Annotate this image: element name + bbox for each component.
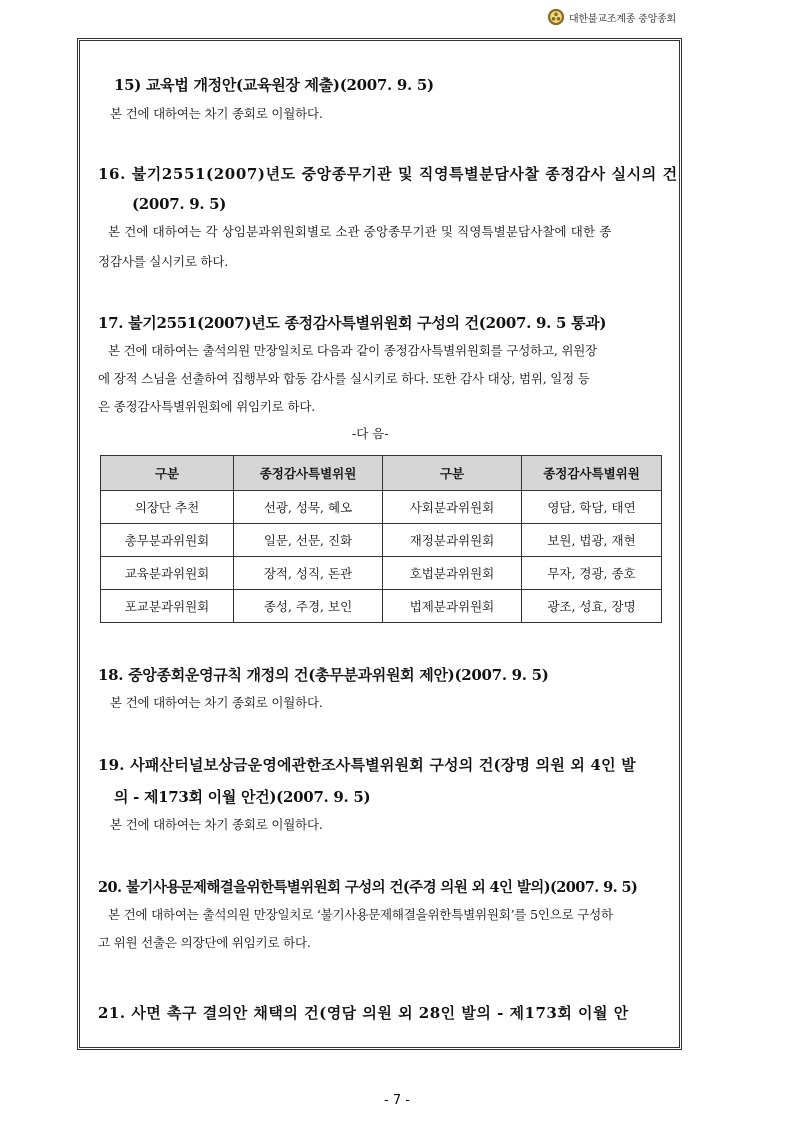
- item-20-body-line-2: 고 위원 선출은 의장단에 위임키로 하다.: [98, 935, 311, 950]
- table-header-cell: 종정감사특별위원: [234, 456, 383, 491]
- item-19-body-line-1: 본 건에 대하여는 차기 종회로 이월하다.: [110, 817, 323, 832]
- table-cell: 종성, 주경, 보인: [234, 590, 383, 623]
- table-row: [101, 491, 662, 524]
- item-21-heading: 21. 사면 촉구 결의안 채택의 건(영담 의원 외 28인 발의 - 제173회 이월 안: [98, 1004, 629, 1022]
- table-cell: 포교분과위원회: [101, 590, 234, 623]
- table-cell: 사회분과위원회: [383, 491, 522, 524]
- header-title: 대한불교조계종 중앙종회: [568, 13, 676, 25]
- table-cell: 재정분과위원회: [383, 524, 522, 557]
- item-17-subtitle: -다 음-: [352, 426, 389, 441]
- table-cell: 광조, 성효, 장명: [522, 590, 662, 623]
- table-header-row: [101, 456, 662, 491]
- item-17-body-line-3: 은 종정감사특별위원회에 위임키로 하다.: [98, 399, 315, 414]
- item-18-body-line-1: 본 건에 대하여는 차기 종회로 이월하다.: [110, 695, 323, 710]
- table-cell: 의장단 추천: [101, 491, 234, 524]
- table-row: [101, 590, 662, 623]
- item-20-heading: 20. 불기사용문제해결을위한특별위원회 구성의 건(주경 의원 외 4인 발의)(2007. 9. 5): [98, 879, 638, 896]
- table-cell: 교육분과위원회: [101, 557, 234, 590]
- table-cell: 법제분과위원회: [383, 590, 522, 623]
- table-cell: 호법분과위원회: [383, 557, 522, 590]
- audit-committee-table: [100, 455, 662, 623]
- table-cell: 영담, 학담, 태연: [522, 491, 662, 524]
- item-16-heading-line-2: (2007. 9. 5): [132, 195, 227, 213]
- table-header-cell: 구분: [101, 456, 234, 491]
- item-16-body-line-1: 본 건에 대하여는 각 상임분과위원회별로 소관 중앙종무기관 및 직영특별분담사찰에 대한 종: [108, 224, 612, 239]
- page-header: [547, 8, 676, 26]
- item-16-body-line-2: 정감사를 실시키로 하다.: [98, 254, 229, 269]
- item-17-body-line-2: 에 장적 스님을 선출하여 집행부와 합동 감사를 실시키로 하다. 또한 감사 대상, 범위, 일정 등: [98, 371, 590, 386]
- table-header-cell: 구분: [383, 456, 522, 491]
- jogye-order-logo-icon: [547, 8, 565, 26]
- item-17-body-line-1: 본 건에 대하여는 출석의원 만장일치로 다음과 같이 종정감사특별위원회를 구성하고, 위원장: [108, 343, 597, 358]
- table-cell: 선광, 성묵, 혜오: [234, 491, 383, 524]
- table-cell: 무자, 경광, 종호: [522, 557, 662, 590]
- item-15-heading: 15) 교육법 개정안(교육원장 제출)(2007. 9. 5): [114, 76, 434, 94]
- table-cell: 보원, 법광, 재현: [522, 524, 662, 557]
- item-18-heading: 18. 중앙종회운영규칙 개정의 건(총무분과위원회 제안)(2007. 9. 5): [98, 666, 549, 684]
- table-cell: 장적, 성직, 돈관: [234, 557, 383, 590]
- table-cell: 일문, 선문, 진화: [234, 524, 383, 557]
- table-header-cell: 종정감사특별위원: [522, 456, 662, 491]
- table-cell: 총무분과위원회: [101, 524, 234, 557]
- item-19-heading-line-1: 19. 사패산터널보상금운영에관한조사특별위원회 구성의 건(장명 의원 외 4인 발: [98, 756, 636, 774]
- item-16-heading-line-1: 16. 불기2551(2007)년도 중앙종무기관 및 직영특별분담사찰 종정감사 실시의 건: [98, 165, 678, 183]
- table-row: [101, 557, 662, 590]
- item-17-heading: 17. 불기2551(2007)년도 종정감사특별위원회 구성의 건(2007. 9. 5 통과): [98, 314, 607, 332]
- item-15-body-line-1: 본 건에 대하여는 차기 종회로 이월하다.: [110, 106, 323, 121]
- item-19-heading-line-2: 의 - 제173회 이월 안건)(2007. 9. 5): [114, 788, 371, 806]
- item-20-body-line-1: 본 건에 대하여는 출석의원 만장일치로 ‘불기사용문제해결을위한특별위원회’를 5인으로 구성하: [108, 907, 613, 922]
- page-number: - 7 -: [384, 1093, 410, 1108]
- table-row: [101, 524, 662, 557]
